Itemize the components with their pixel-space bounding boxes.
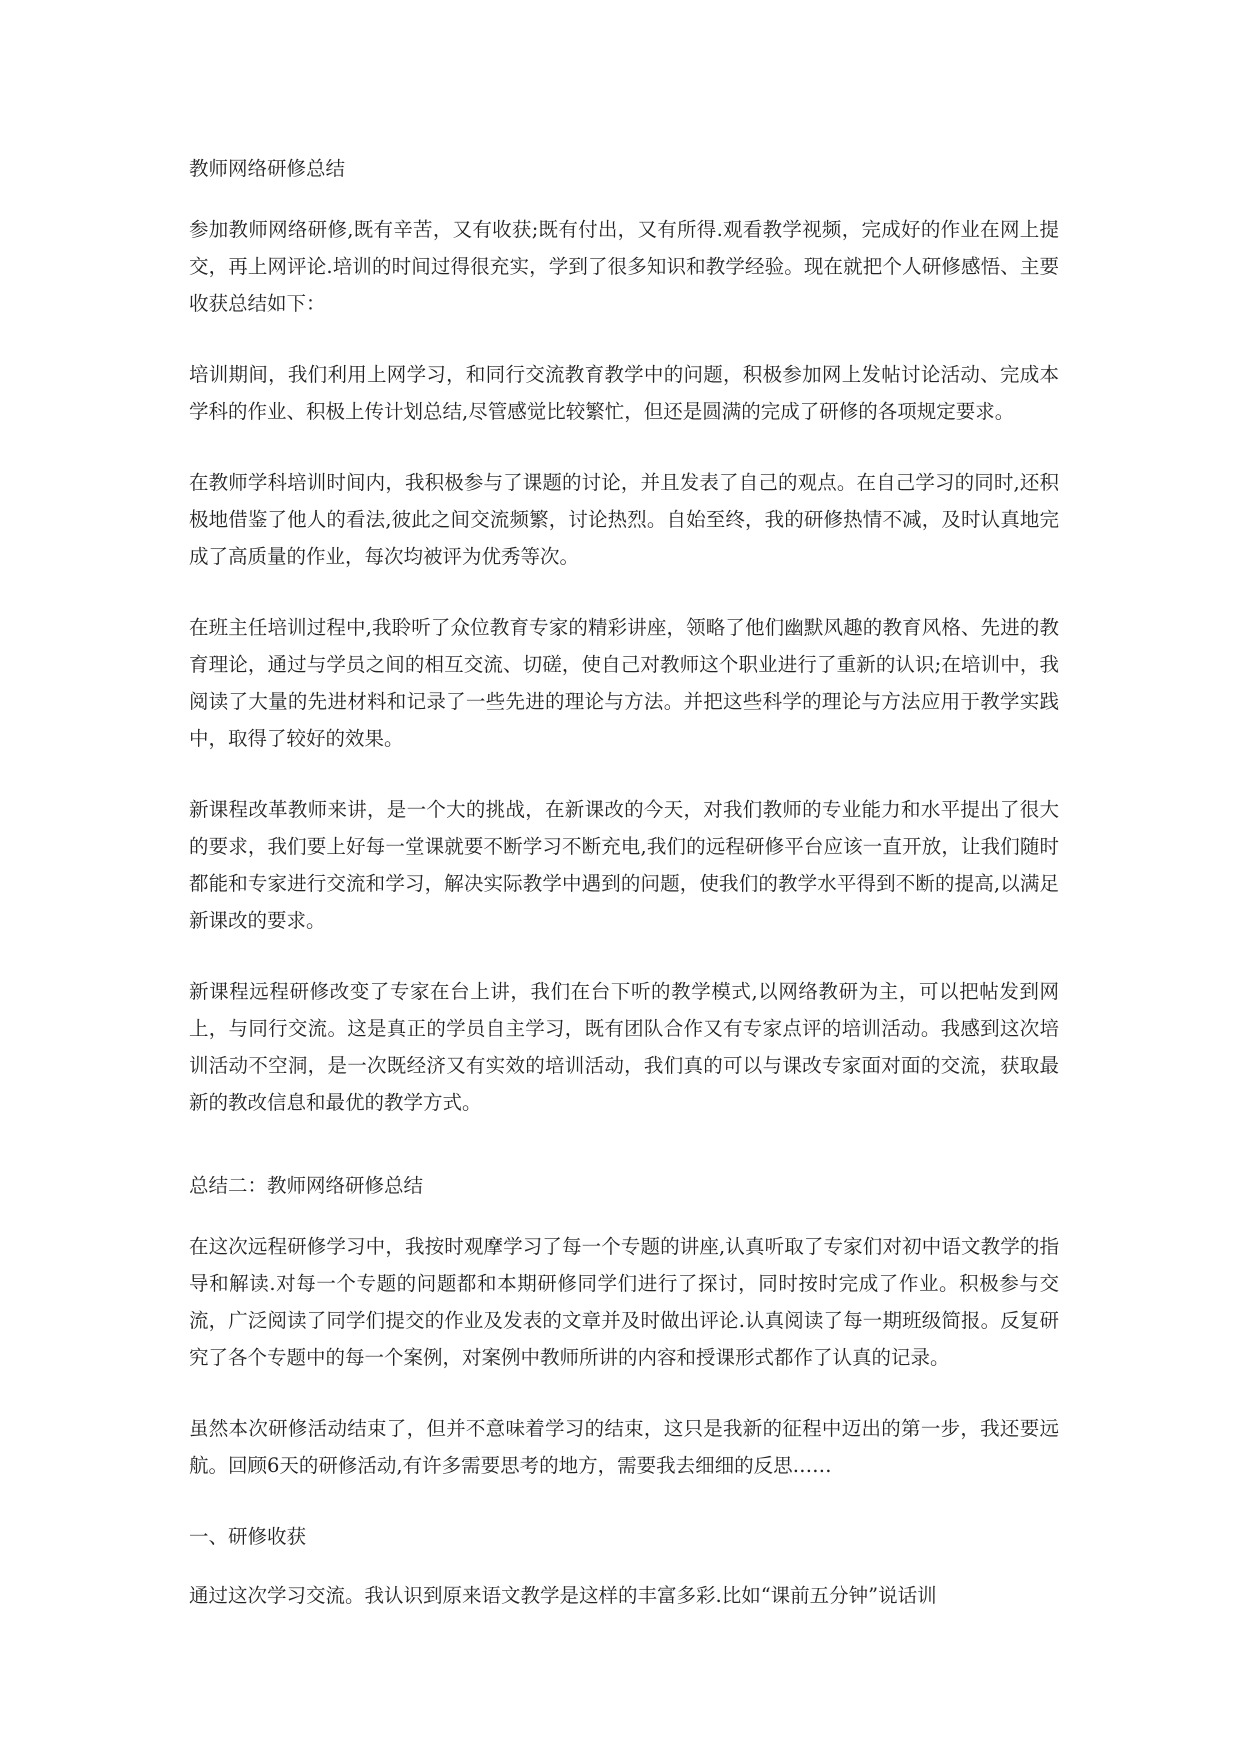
paragraph: 通过这次学习交流。我认识到原来语文教学是这样的丰富多彩.比如“课前五分钟”说话训 xyxy=(189,1584,937,1607)
document-title: 教师网络研修总结 xyxy=(189,157,346,180)
paragraph: 在教师学科培训时间内，我积极参与了课题的讨论，并且发表了自己的观点。在自己学习的同时,还积极地借鉴了他人的看法,彼此之间交流频繁，讨论热烈。自始至终，我的研修热情不减，及时认真地完成了高质量的作业，每次均被评为优秀等次。 xyxy=(189,471,1059,568)
paragraph: 新课程改革教师来讲，是一个大的挑战，在新课改的今天，对我们教师的专业能力和水平提出了很大的要求，我们要上好每一堂课就要不断学习不断充电,我们的远程研修平台应该一直开放，让我们随时都能和专家进行交流和学习，解决实际教学中遇到的问题，使我们的教学水平得到不断的提高,以满足新课改的要求。 xyxy=(189,798,1059,932)
paragraph: 在班主任培训过程中,我聆听了众位教育专家的精彩讲座，领略了他们幽默风趣的教育风格、先进的教育理论，通过与学员之间的相互交流、切磋，使自己对教师这个职业进行了重新的认识;在培训中，我阅读了大量的先进材料和记录了一些先进的理论与方法。并把这些科学的理论与方法应用于教学实践中，取得了较好的效果。 xyxy=(189,616,1059,750)
paragraph: 在这次远程研修学习中，我按时观摩学习了每一个专题的讲座,认真听取了专家们对初中语文教学的指导和解读.对每一个专题的问题都和本期研修同学们进行了探讨，同时按时完成了作业。积极参与交流，广泛阅读了同学们提交的作业及发表的文章并及时做出评论.认真阅读了每一期班级简报。反复研究了各个专题中的每一个案例，对案例中教师所讲的内容和授课形式都作了认真的记录。 xyxy=(189,1235,1059,1369)
document-body xyxy=(189,150,1059,1614)
paragraph: 虽然本次研修活动结束了，但并不意味着学习的结束，这只是我新的征程中迈出的第一步，我还要远航。回顾6天的研修活动,有许多需要思考的地方，需要我去细细的反思…… xyxy=(189,1417,1059,1477)
paragraph: 培训期间，我们利用上网学习，和同行交流教育教学中的问题，积极参加网上发帖讨论活动、完成本学科的作业、积极上传计划总结,尽管感觉比较繁忙，但还是圆满的完成了研修的各项规定要求。 xyxy=(189,363,1059,423)
paragraph: 新课程远程研修改变了专家在台上讲，我们在台下听的教学模式,以网络教研为主，可以把帖发到网上，与同行交流。这是真正的学员自主学习，既有团队合作又有专家点评的培训活动。我感到这次培训活动不空洞，是一次既经济又有实效的培训活动，我们真的可以与课改专家面对面的交流，获取最新的教改信息和最优的教学方式。 xyxy=(189,980,1059,1114)
subsection-heading: 一、研修收获 xyxy=(189,1525,307,1548)
section-title: 总结二：教师网络研修总结 xyxy=(189,1174,424,1197)
paragraph: 参加教师网络研修,既有辛苦，又有收获;既有付出，又有所得.观看教学视频，完成好的作业在网上提交，再上网评论.培训的时间过得很充实，学到了很多知识和教学经验。现在就把个人研修感悟、主要收获总结如下： xyxy=(189,218,1059,315)
